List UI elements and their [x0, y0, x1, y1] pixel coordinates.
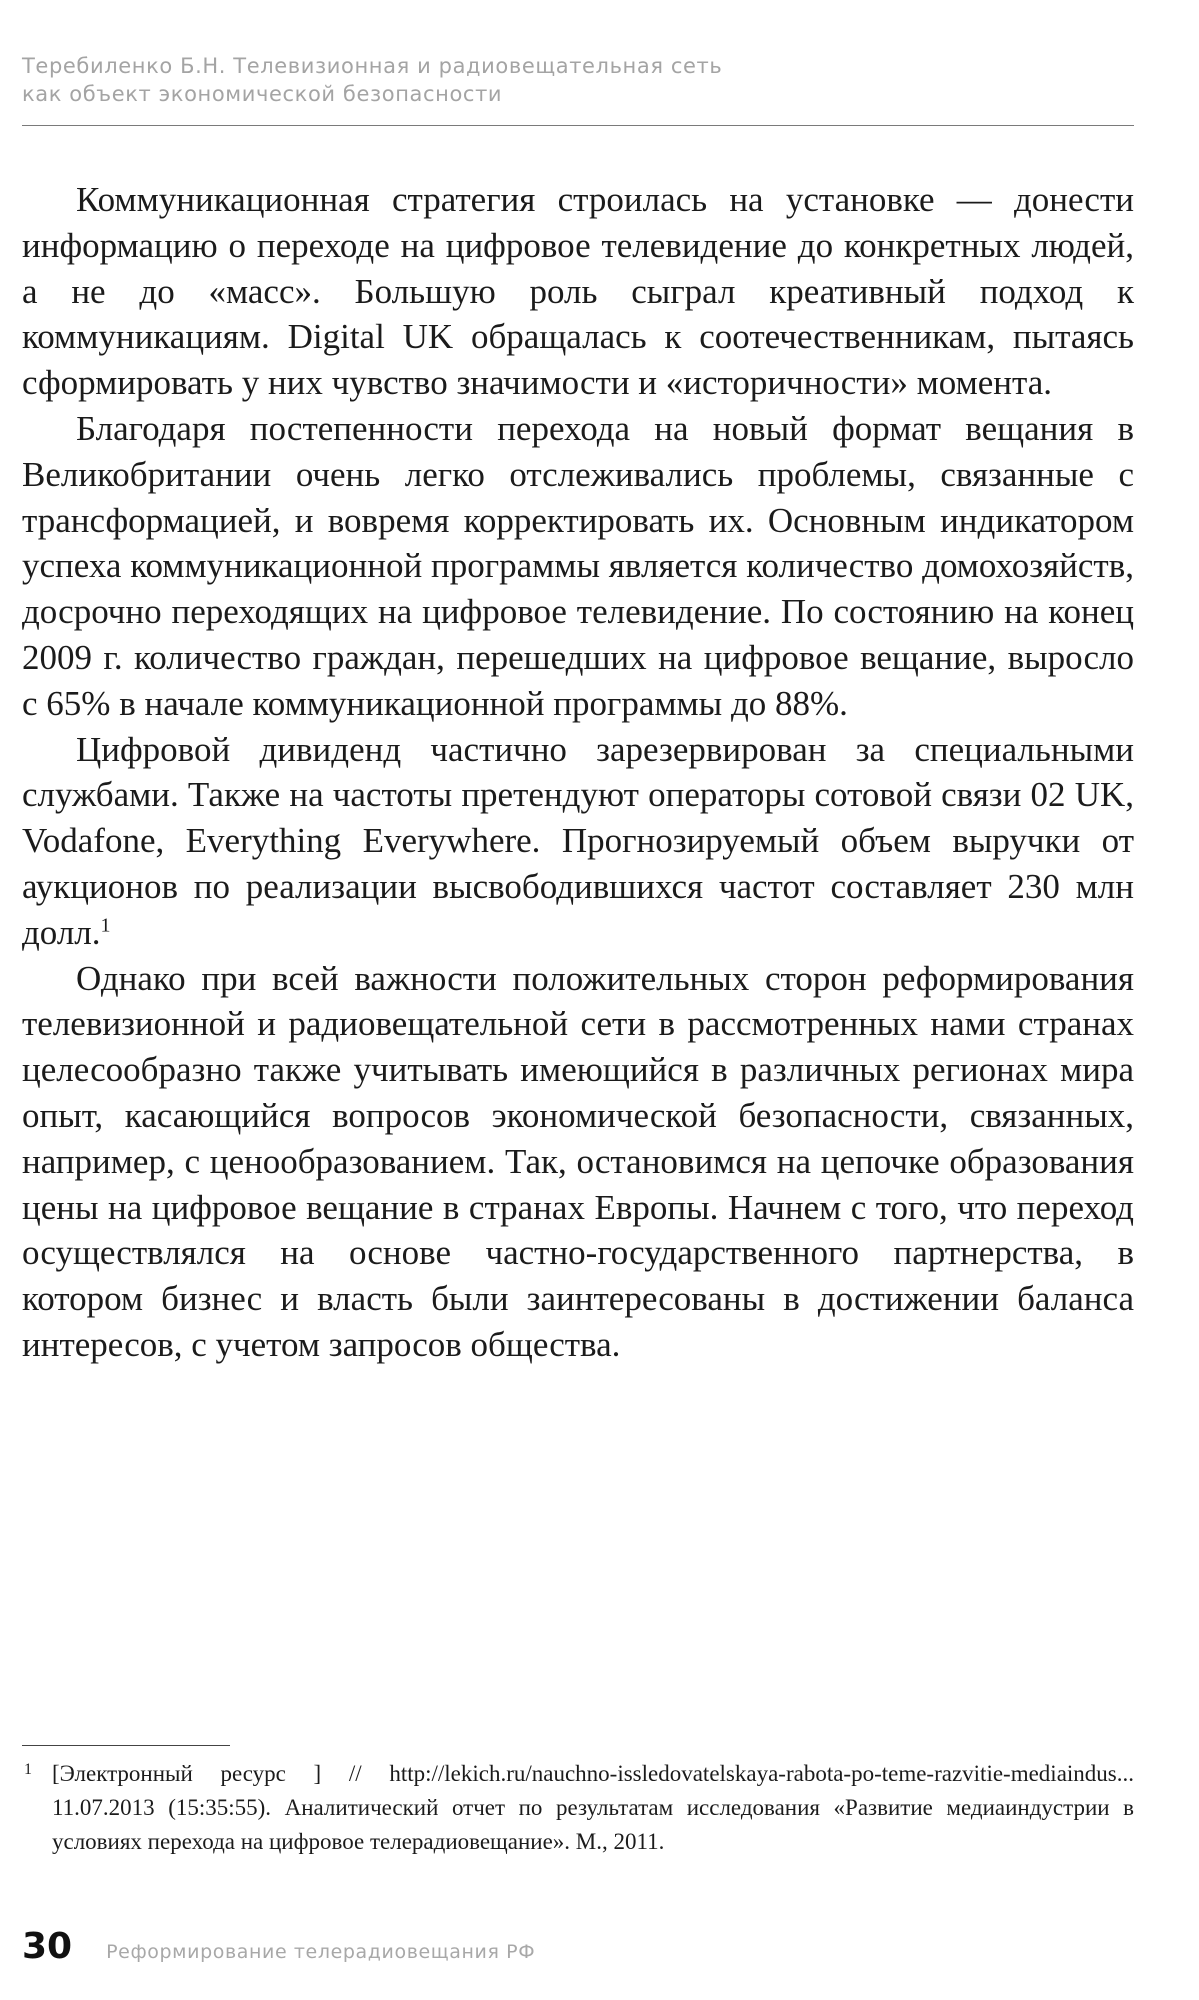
footnote-reference[interactable]: 1	[100, 914, 111, 937]
main-text	[22, 177, 1134, 1368]
running-header-line-1: Теребиленко Б.Н. Телевизионная и радиовещательная сеть	[22, 54, 723, 78]
paragraph-4: Однако при всей важности положительных сторон реформирования телевизионной и радиовещательной сети в рассмотренных нами странах целесообразно также учитывать имеющийся в различных регионах мира опыт, касающийся вопросов экономической безопасности, связанных, например, с ценообразованием. Так, остановимся на цепочке образования цены на цифровое вещание в странах Европы. Начнем с того, что переход осуществлялся на основе частно-государственного партнерства, в котором бизнес и власть были заинтересованы в достижении баланса интересов, с учетом запросов общества.	[22, 958, 1134, 1364]
footnote	[22, 1757, 1134, 1859]
paragraph-1: Коммуникационная стратегия строилась на установке — донести информацию о переходе на цифровое телевидение до конкретных людей, а не до «масс». Большую роль сыграл креативный подход к коммуникациям. Digital UK обращалась к соотечественникам, пытаясь сформировать у них чувство значимости и «историчности» момента.	[22, 180, 1134, 403]
footnote-divider	[22, 1745, 230, 1746]
running-header-line-2: как объект экономической безопасности	[22, 82, 503, 106]
paragraph-2: Благодаря постепенности перехода на новый формат вещания в Великобритании очень легко отслеживались проблемы, связанные с трансформацией, и вовремя корректировать их. Основным индикатором успеха коммуникационной программы является количество домохозяйств, досрочно переходящих на цифровое телевидение. По состоянию на конец 2009 г. количество граждан, перешедших на цифровое вещание, выросло с 65% в начале коммуникационной программы до 88%.	[22, 408, 1134, 723]
header-divider	[22, 125, 1134, 126]
footnote-mark: 1	[24, 1761, 32, 1778]
paragraph-3-text: Цифровой дивиденд частично зарезервирован за специальными службами. Также на частоты претендуют операторы сотовой связи 02 UK, Vodafone, Everything Everywhere. Прогнозируемый объем выручки от аукционов по реализации высвободившихся частот составляет 230 млн долл.	[22, 729, 1134, 952]
footnote-text: [Электронный ресурс ] // http://lekich.ru/nauchno-issledovatelskaya-rabota-po-teme-razvitie-mediaindus... 11.07.2013 (15:35:55). Аналитический отчет по результатам исследования «Развитие медиаиндустрии в условиях перехода на цифровое телерадиовещание». М., 2011.	[52, 1761, 1134, 1854]
page-footer	[22, 1926, 535, 1970]
running-header	[22, 52, 1142, 108]
page-number: 30	[22, 1926, 73, 1967]
running-footer: Реформирование телерадиовещания РФ	[106, 1941, 536, 1963]
paragraph-3	[22, 727, 1134, 956]
